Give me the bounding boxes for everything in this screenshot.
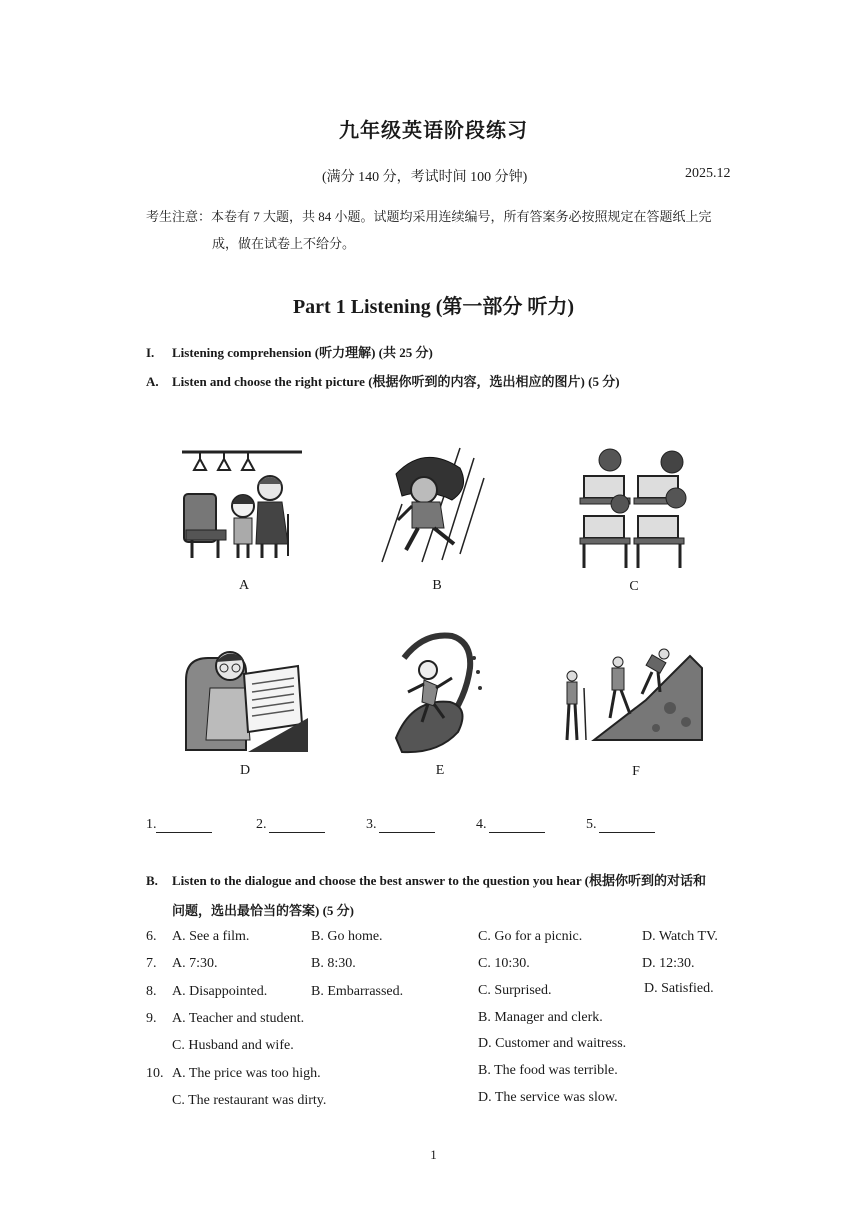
- question-6-option-a: A. See a film.: [172, 929, 250, 944]
- exam-title: 九年级英语阶段练习: [339, 120, 528, 142]
- answer-blank-2-number: 2.: [256, 817, 267, 832]
- question-8-option-b: B. Embarrassed.: [311, 984, 404, 999]
- answer-blank-1-number: 1.: [146, 817, 157, 832]
- question-7-option-a: A. 7:30.: [172, 956, 218, 971]
- running-in-rain-icon: [372, 444, 488, 566]
- question-9-option-a: A. Teacher and student.: [172, 1011, 305, 1026]
- section-a-heading: [146, 371, 620, 390]
- section-i-number: I.: [146, 345, 155, 360]
- section-i-text: Listening comprehension (听力理解) (共 25 分): [172, 345, 433, 360]
- mountain-climbing-icon: [560, 648, 704, 744]
- question-8-option-a: A. Disappointed.: [172, 984, 268, 999]
- exam-date: 2025.12: [685, 166, 731, 181]
- question-10-option-a: A. The price was too high.: [172, 1066, 321, 1081]
- question-9-number: 9.: [146, 1011, 157, 1026]
- exam-subtitle: (满分 140 分，考试时间 100 分钟): [322, 170, 528, 185]
- answer-blank-2[interactable]: [269, 832, 325, 833]
- section-b-text-line1: Listen to the dialogue and choose the best answer to the question you hear (根据你听到的对话和: [172, 873, 706, 888]
- answer-blank-4[interactable]: [489, 832, 545, 833]
- answer-blank-5-number: 5.: [586, 817, 597, 832]
- question-10-option-d: D. The service was slow.: [478, 1090, 618, 1105]
- notice-line-2: 成，做在试卷上不给分。: [212, 236, 356, 251]
- section-b-number: B.: [146, 873, 158, 888]
- answer-blank-1[interactable]: [156, 832, 212, 833]
- answer-blank-4-number: 4.: [476, 817, 487, 832]
- part-title: Part 1 Listening (第一部分 听力): [292, 296, 575, 318]
- question-6-option-b: B. Go home.: [311, 929, 383, 944]
- question-10-number: 10.: [146, 1066, 164, 1081]
- question-9-option-c: C. Husband and wife.: [172, 1038, 294, 1053]
- answer-blank-3[interactable]: [379, 832, 435, 833]
- picture-d-label: D: [239, 763, 251, 778]
- notice-line-1: 考生注意：本卷有 7 大题，共 84 小题。试题均采用连续编号，所有答案务必按照规定在答题纸上完: [146, 209, 712, 224]
- section-a-number: A.: [146, 374, 159, 389]
- bus-passengers-icon: [178, 446, 306, 562]
- question-10-option-c: C. The restaurant was dirty.: [172, 1093, 327, 1108]
- picture-c-label: C: [629, 579, 639, 594]
- surfing-icon: [388, 628, 488, 756]
- question-8-option-d: D. Satisfied.: [644, 981, 714, 996]
- question-6-option-d: D. Watch TV.: [642, 929, 718, 944]
- question-8-option-c: C. Surprised.: [478, 983, 552, 998]
- answer-blank-5[interactable]: [599, 832, 655, 833]
- question-9-option-b: B. Manager and clerk.: [478, 1010, 603, 1025]
- question-10-option-b: B. The food was terrible.: [478, 1063, 618, 1078]
- section-a-text: Listen and choose the right picture (根据你听到的内容，选出相应的图片) (5 分): [172, 374, 620, 389]
- picture-e-label: E: [435, 763, 445, 778]
- section-i-heading: [146, 342, 433, 361]
- question-6-option-c: C. Go for a picnic.: [478, 929, 583, 944]
- reading-newspaper-icon: [184, 640, 308, 754]
- question-7-option-c: C. 10:30.: [478, 956, 530, 971]
- question-9-option-d: D. Customer and waitress.: [478, 1036, 627, 1051]
- question-6-number: 6.: [146, 929, 157, 944]
- picture-a-label: A: [238, 578, 250, 593]
- picture-b-label: B: [432, 578, 442, 593]
- question-7-option-b: B. 8:30.: [311, 956, 356, 971]
- section-b-text-line2: 问题，选出最恰当的答案) (5 分): [172, 903, 354, 918]
- question-7-number: 7.: [146, 956, 157, 971]
- page-number: 1: [430, 1147, 437, 1162]
- picture-f-label: F: [632, 764, 640, 779]
- question-8-number: 8.: [146, 984, 157, 999]
- answer-blank-3-number: 3.: [366, 817, 377, 832]
- students-at-desks-icon: [576, 446, 696, 570]
- section-b-heading: [146, 870, 706, 889]
- question-7-option-d: D. 12:30.: [642, 956, 695, 971]
